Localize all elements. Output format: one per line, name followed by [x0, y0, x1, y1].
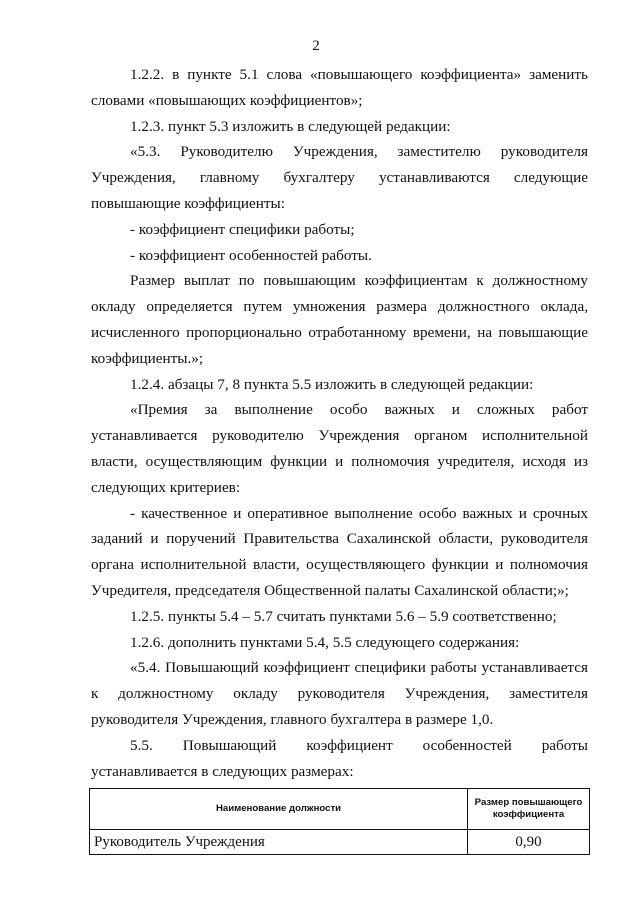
paragraph-1-2-3: 1.2.3. пункт 5.3 изложить в следующей редакции: [130, 117, 451, 135]
list-item-specifics: - коэффициент специфики работы; [130, 220, 355, 238]
table-header-row [90, 789, 590, 830]
paragraph-1-2-5: 1.2.5. пункты 5.4 – 5.7 считать пунктами 5.6 – 5.9 соответственно; [130, 607, 557, 625]
paragraph-payment-size: Размер выплат по повышающим коэффициентам к должностному окладу определяется путем умножения размера должностного оклада, исчисленного пропорционально отработанному времени, на повышающие коэффициенты.»; [91, 272, 588, 367]
paragraph-5-3: «5.3. Руководителю Учреждения, заместителю руководителя Учреждения, главному бухгалтеру устанавливаются следующие повышающие коэффициенты: [91, 143, 588, 212]
column-header-coefficient: Размер повышающего коэффициента [468, 789, 590, 830]
column-header-position: Наименование должности [90, 789, 468, 830]
document-body [91, 62, 588, 784]
page-number: 2 [312, 38, 320, 54]
paragraph-1-2-4: 1.2.4. абзацы 7, 8 пункта 5.5 изложить в следующей редакции: [130, 375, 534, 393]
paragraph-bonus: «Премия за выполнение особо важных и сложных работ устанавливается руководителю Учреждения органом исполнительной власти, осуществляющим функции и полномочия учредителя, исходя из следующих критериев: [91, 401, 588, 496]
paragraph-5-5: 5.5. Повышающий коэффициент особенностей работы устанавливается в следующих размерах: [91, 736, 588, 780]
paragraph-1-2-6: 1.2.6. дополнить пунктами 5.4, 5.5 следующего содержания: [130, 633, 520, 651]
paragraph-5-4: «5.4. Повышающий коэффициент специфики работы устанавливается к должностному окладу руководителя Учреждения, заместителя руководителя Учреждения, главного бухгалтера в размере 1,0. [91, 659, 588, 728]
cell-position: Руководитель Учреждения [90, 830, 468, 855]
cell-coefficient: 0,90 [468, 830, 590, 855]
list-item-criteria: - качественное и оперативное выполнение особо важных и срочных заданий и поручений Правительства Сахалинской области, руководителя органа исполнительной власти, осуществляющего функции и полномочия Учредителя, председателя Общественной палаты Сахалинской области;»; [91, 504, 588, 599]
paragraph-1-2-2: 1.2.2. в пункте 5.1 слова «повышающего коэффициента» заменить словами «повышающих коэффициентов»; [91, 66, 588, 109]
coefficient-table [89, 788, 590, 855]
table-row [90, 830, 590, 855]
list-item-features: - коэффициент особенностей работы. [130, 246, 372, 264]
